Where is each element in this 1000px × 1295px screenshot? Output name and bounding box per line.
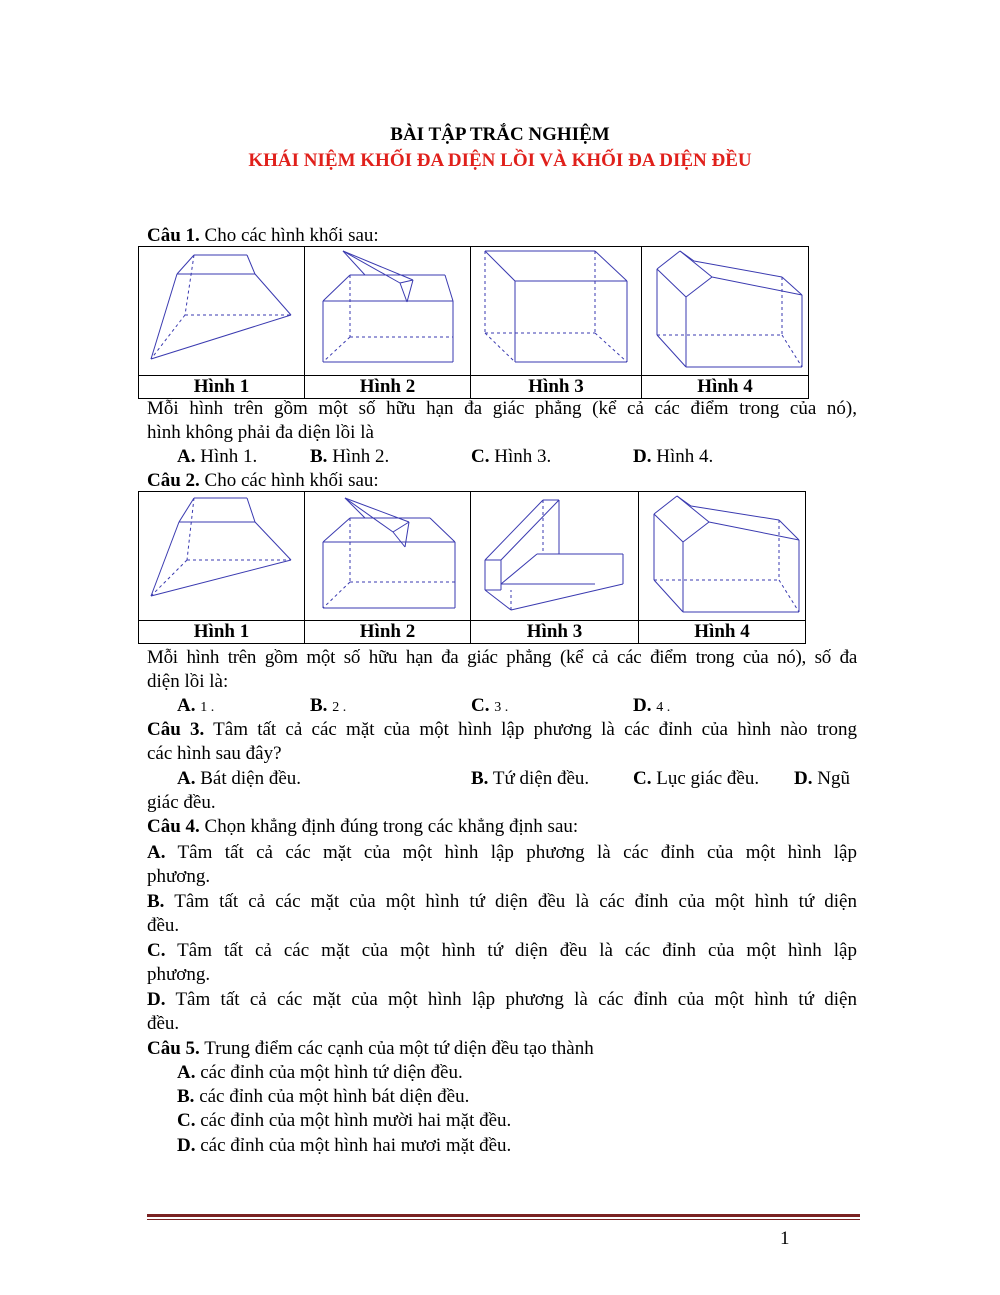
footer-rule-thin (147, 1219, 860, 1220)
q1-caption-3: Hình 3 (471, 376, 642, 399)
question-label: Câu 2. (147, 470, 200, 491)
question-1-heading (147, 224, 379, 248)
q1-body-line1: Mỗi hình trên gồm một số hữu hạn đa giác phẳng (kể cả các điểm trong của nó), (147, 398, 857, 419)
box-with-wedge-figure (305, 492, 470, 614)
q5-option-d[interactable]: D. các đỉnh của một hình hai mươi mặt đều. (177, 1135, 512, 1156)
q2-option-b[interactable]: B. 2 . (310, 695, 347, 716)
rectangular-box-figure (471, 247, 641, 369)
q1-option-d[interactable]: D. Hình 4. (633, 446, 714, 467)
q2-figure-table (138, 491, 806, 644)
q1-caption-4: Hình 4 (642, 376, 809, 399)
page-subtitle: KHÁI NIỆM KHỐI ĐA DIỆN LỒI VÀ KHỐI ĐA DIỆN ĐỀU (248, 150, 752, 171)
q3-option-d-wrap: giác đều. (147, 792, 216, 813)
q4-option-d[interactable]: D. Tâm tất cả các mặt của một hình lập phương là các đỉnh của một hình tứ diện (147, 989, 857, 1010)
q4-option-b[interactable]: B. Tâm tất cả các mặt của một hình tứ diện đều là các đỉnh của một hình tứ diện (147, 891, 857, 912)
q3-option-b[interactable]: B. Tứ diện đều. (471, 768, 590, 789)
question-3-line2: các hình sau đây? (147, 743, 282, 764)
q2-option-d[interactable]: D. 4 . (633, 695, 671, 716)
question-2-heading (147, 469, 379, 493)
q2-option-a[interactable]: A. 1 . (177, 695, 215, 716)
l-shaped-block-figure (471, 492, 638, 614)
q2-caption-2: Hình 2 (305, 621, 471, 644)
q4-option-c-wrap: phương. (147, 964, 211, 985)
q1-option-a[interactable]: A. Hình 1. (177, 446, 258, 467)
question-3-line1: Câu 3. Tâm tất cả các mặt của một hình lập phương là các đỉnh của hình nào trong (147, 719, 857, 740)
question-label: Câu 1. (147, 225, 200, 246)
frustum-figure (139, 492, 304, 614)
box-with-wedge-figure (305, 247, 470, 369)
question-text: Cho các hình khối sau: (204, 225, 379, 246)
q2-figure-3 (471, 492, 639, 621)
q2-caption-3: Hình 3 (471, 621, 639, 644)
q4-option-c[interactable]: C. Tâm tất cả các mặt của một hình tứ diện đều là các đỉnh của một hình lập (147, 940, 857, 961)
q1-body-line2: hình không phải đa diện lồi là (147, 422, 374, 443)
q3-option-c[interactable]: C. Lục giác đều. (633, 768, 760, 789)
q2-figure-4 (639, 492, 806, 621)
truncated-box-figure (639, 492, 805, 614)
question-text: Cho các hình khối sau: (204, 470, 379, 491)
question-4-heading: Câu 4. Chọn khẳng định đúng trong các khẳng định sau: (147, 816, 579, 837)
q5-option-c[interactable]: C. các đỉnh của một hình mười hai mặt đều. (177, 1110, 512, 1131)
q2-caption-4: Hình 4 (639, 621, 806, 644)
q4-option-d-wrap: đều. (147, 1013, 180, 1034)
truncated-box-figure (642, 247, 808, 369)
q2-option-c[interactable]: C. 3 . (471, 695, 509, 716)
q2-figure-2 (305, 492, 471, 621)
q1-figure-4 (642, 247, 809, 376)
page-title: BÀI TẬP TRẮC NGHIỆM (390, 124, 610, 145)
footer-rule (147, 1214, 860, 1217)
q1-figure-1 (139, 247, 305, 376)
q4-option-a[interactable]: A. Tâm tất cả các mặt của một hình lập phương là các đỉnh của một hình lập (147, 842, 857, 863)
q1-figure-3 (471, 247, 642, 376)
q4-option-a-wrap: phương. (147, 866, 211, 887)
q4-option-b-wrap: đều. (147, 915, 180, 936)
q2-body-line1: Mỗi hình trên gồm một số hữu hạn đa giác phẳng (kể cả các điểm trong của nó), số đa (147, 647, 857, 668)
q1-caption-1: Hình 1 (139, 376, 305, 399)
q5-option-b[interactable]: B. các đỉnh của một hình bát diện đều. (177, 1086, 470, 1107)
q3-option-a[interactable]: A. Bát diện đều. (177, 768, 302, 789)
page-number: 1 (780, 1228, 790, 1249)
q1-option-b[interactable]: B. Hình 2. (310, 446, 390, 467)
q1-caption-2: Hình 2 (305, 376, 471, 399)
q3-option-d[interactable]: D. Ngũ (794, 768, 850, 789)
q2-figure-1 (139, 492, 305, 621)
q2-caption-1: Hình 1 (139, 621, 305, 644)
q1-figure-table (138, 246, 809, 399)
frustum-figure (139, 247, 304, 369)
q2-body-line2: diện lồi là: (147, 671, 229, 692)
q5-option-a[interactable]: A. các đỉnh của một hình tứ diện đều. (177, 1062, 463, 1083)
question-5-heading: Câu 5. Trung điểm các cạnh của một tứ diện đều tạo thành (147, 1038, 594, 1059)
q1-option-c[interactable]: C. Hình 3. (471, 446, 552, 467)
q1-figure-2 (305, 247, 471, 376)
